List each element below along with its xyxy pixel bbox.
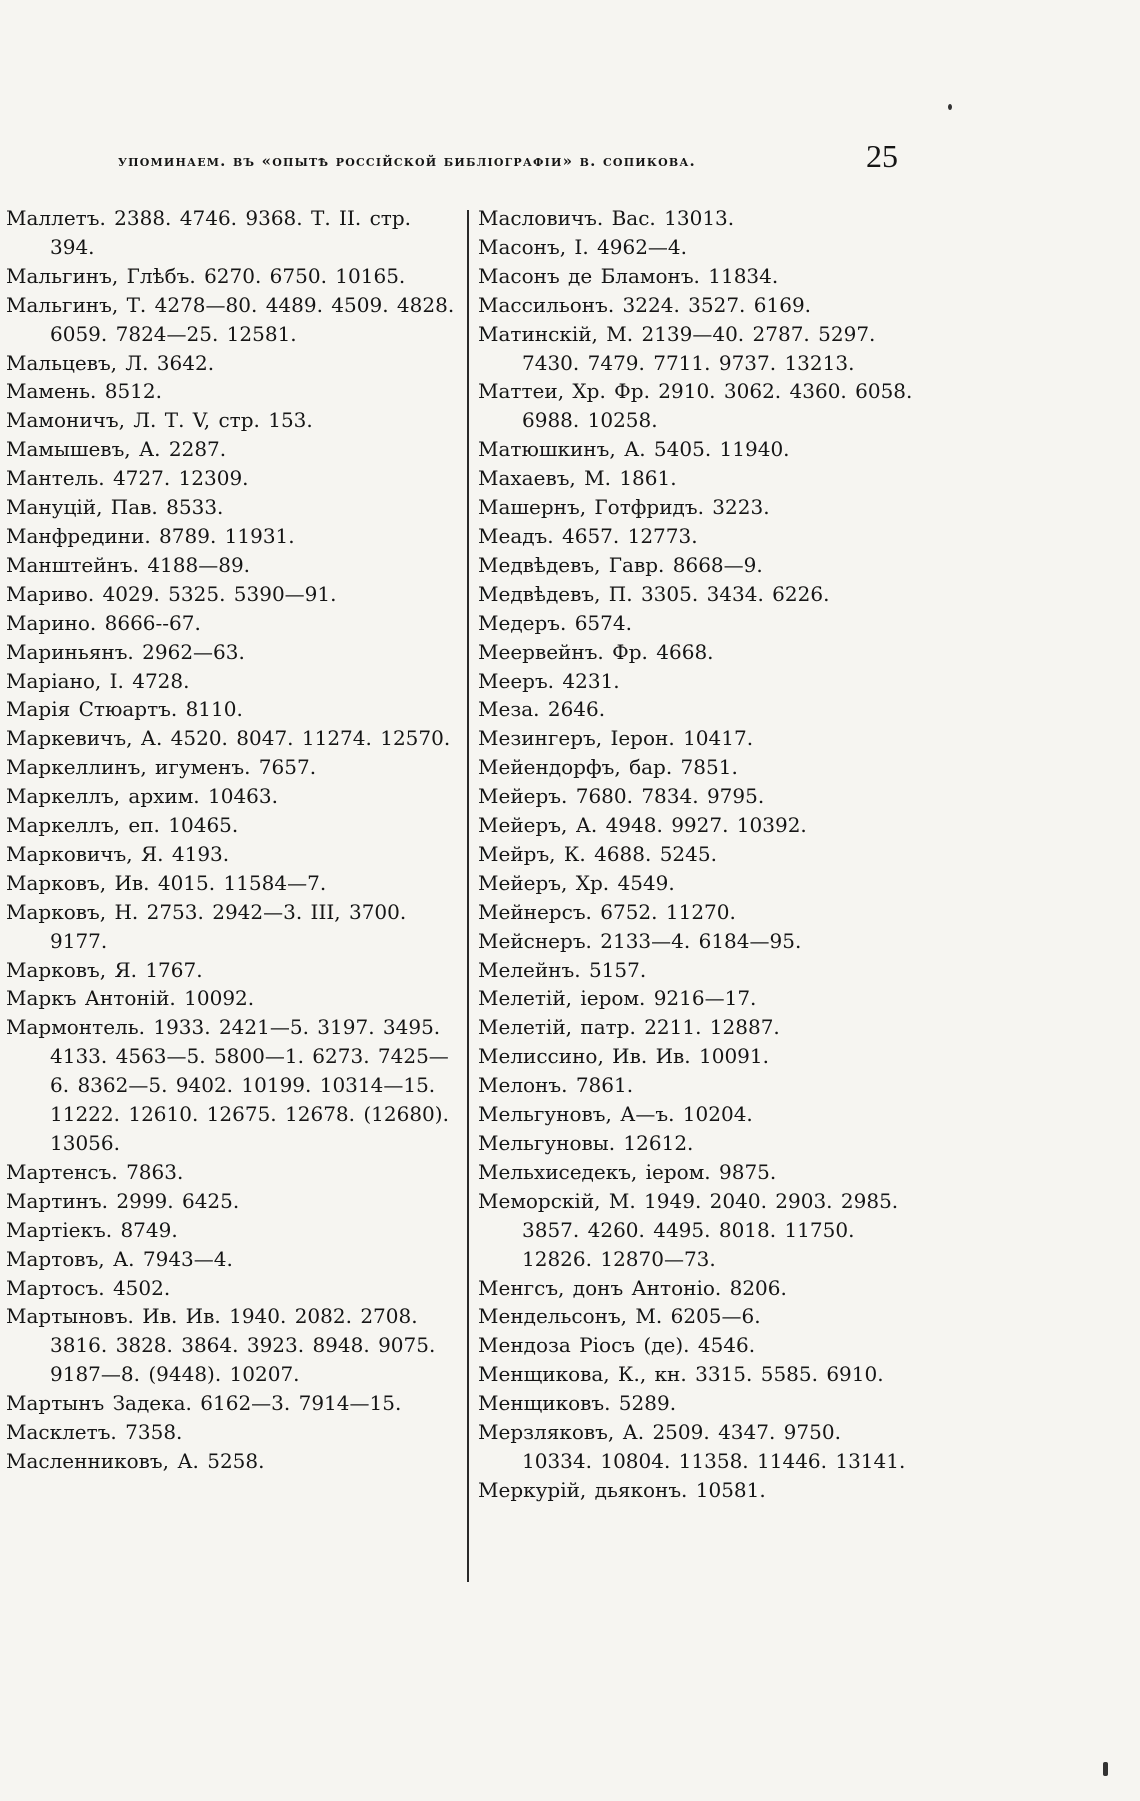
index-entry: Мелейнъ. 5157. bbox=[478, 957, 647, 982]
index-entry: Мелиссино, Ив. Ив. 10091. bbox=[478, 1044, 769, 1069]
page-header bbox=[0, 138, 1140, 178]
index-entry: Масклетъ. 7358. bbox=[6, 1420, 183, 1445]
index-entry: Мендоза Ріосъ (де). 4546. bbox=[478, 1333, 756, 1358]
index-entry: Масонъ, І. 4962—4. bbox=[478, 234, 688, 259]
index-entry: Меервейнъ. Фр. 4668. bbox=[478, 639, 714, 664]
index-entry: Манштейнъ. 4188—89. bbox=[6, 552, 251, 577]
index-entry: Мейръ, К. 4688. 5245. bbox=[478, 841, 717, 866]
running-head: упоминаем. въ «опытѣ россійской библіографіи» в. сопикова. bbox=[118, 152, 696, 170]
index-entry: Мейеръ, Хр. 4549. bbox=[478, 870, 675, 895]
index-entry: Марковичъ, Я. 4193. bbox=[6, 841, 230, 866]
index-entry: Менщикова, К., кн. 3315. 5585. 6910. bbox=[478, 1362, 884, 1387]
index-entry: Мезингеръ, Іерон. 10417. bbox=[478, 726, 754, 751]
index-entry: Менщиковъ. 5289. bbox=[478, 1391, 677, 1416]
index-entry: Манфредини. 8789. 11931. bbox=[6, 523, 295, 548]
index-entry: Мейнерсъ. 6752. 11270. bbox=[478, 899, 736, 924]
index-entry: Медвѣдевъ, Гавр. 8668—9. bbox=[478, 552, 763, 577]
index-entry: Мариво. 4029. 5325. 5390—91. bbox=[6, 581, 337, 606]
index-entry: Медвѣдевъ, П. 3305. 3434. 6226. bbox=[478, 581, 830, 606]
index-entry: Мельгуновъ, А—ъ. 10204. bbox=[478, 1102, 753, 1127]
index-entry: Марковъ, Н. 2753. 2942—3. III, 3700. 9177. bbox=[6, 899, 407, 953]
index-entry: Маркеллъ, еп. 10465. bbox=[6, 813, 239, 838]
index-entry: Марино. 8666--67. bbox=[6, 610, 201, 635]
index-entry: Марія Стюартъ. 8110. bbox=[6, 697, 243, 722]
index-entry: Мамышевъ, А. 2287. bbox=[6, 437, 227, 462]
index-entry: Матюшкинъ, А. 5405. 11940. bbox=[478, 437, 790, 462]
index-entry: Мельгуновы. 12612. bbox=[478, 1131, 694, 1155]
index-entry: Мальцевъ, Л. 3642. bbox=[6, 350, 215, 375]
right-column bbox=[478, 204, 918, 1505]
index-entry: Мерзляковъ, А. 2509. 4347. 9750. 10334. 10804. 11358. 11446. 13141. bbox=[478, 1420, 906, 1473]
index-entry: Мариньянъ. 2962—63. bbox=[6, 639, 245, 664]
print-speck bbox=[948, 104, 952, 110]
index-entry: Мальгинъ, Глѣбъ. 6270. 6750. 10165. bbox=[6, 263, 406, 288]
index-entry: Массильонъ. 3224. 3527. 6169. bbox=[478, 292, 812, 317]
index-entry: Мармонтель. 1933. 2421—5. 3197. 3495. 4133. 4563—5. 5800—1. 6273. 7425—6. 8362—5. 9402. 10199. 10314—15. 11222. 12610. 12675. 12678. (12680). 13056. bbox=[6, 1015, 449, 1155]
index-entry: Мальгинъ, Т. 4278—80. 4489. 4509. 4828. 6059. 7824—25. 12581. bbox=[6, 292, 455, 346]
index-entry: Меркурій, дьяконъ. 10581. bbox=[478, 1477, 766, 1502]
index-entry: Мейснеръ. 2133—4. 6184—95. bbox=[478, 928, 802, 953]
index-entry: Мамоничъ, Л. Т. V, стр. 153. bbox=[6, 408, 313, 433]
index-entry: Мартіекъ. 8749. bbox=[6, 1217, 178, 1242]
index-entry: Мендельсонъ, М. 6205—6. bbox=[478, 1304, 761, 1329]
index-entry: Мелетій, іером. 9216—17. bbox=[478, 986, 757, 1011]
index-entry: Маріано, І. 4728. bbox=[6, 668, 190, 693]
index-entry: Меадъ. 4657. 12773. bbox=[478, 523, 698, 548]
index-entry: Машернъ, Готфридъ. 3223. bbox=[478, 495, 770, 520]
index-entry: Маркевичъ, А. 4520. 8047. 11274. 12570. bbox=[6, 726, 451, 751]
index-entry: Мельхиседекъ, іером. 9875. bbox=[478, 1159, 777, 1184]
index-entry: Мартынъ Задека. 6162—3. 7914—15. bbox=[6, 1391, 402, 1416]
index-entry: Маркеллинъ, игуменъ. 7657. bbox=[6, 755, 317, 780]
index-columns bbox=[0, 204, 1140, 1584]
index-entry: Мееръ. 4231. bbox=[478, 668, 620, 693]
index-entry: Мануцій, Пав. 8533. bbox=[6, 495, 224, 520]
index-entry: Мейеръ, А. 4948. 9927. 10392. bbox=[478, 813, 807, 838]
page-number: 25 bbox=[866, 138, 898, 174]
index-entry: Мелетій, патр. 2211. 12887. bbox=[478, 1015, 780, 1040]
index-entry: Мартыновъ. Ив. Ив. 1940. 2082. 2708. 3816. 3828. 3864. 3923. 8948. 9075. 9187—8. (9448). 10207. bbox=[6, 1304, 436, 1387]
column-divider bbox=[467, 210, 469, 1582]
index-entry: Марковъ, Ив. 4015. 11584—7. bbox=[6, 870, 327, 895]
index-entry: Масленниковъ, А. 5258. bbox=[6, 1448, 265, 1473]
index-entry: Маркъ Антоній. 10092. bbox=[6, 986, 255, 1011]
index-entry: Медеръ. 6574. bbox=[478, 610, 632, 635]
index-entry: Маттеи, Хр. Фр. 2910. 3062. 4360. 6058. 6988. 10258. bbox=[478, 379, 913, 433]
index-entry: Матинскій, М. 2139—40. 2787. 5297. 7430. 7479. 7711. 9737. 13213. bbox=[478, 321, 876, 375]
index-entry: Менгсъ, донъ Антоніо. 8206. bbox=[478, 1275, 787, 1300]
index-entry: Мантель. 4727. 12309. bbox=[6, 466, 249, 491]
index-entry: Мелонъ. 7861. bbox=[478, 1073, 634, 1098]
index-entry: Мартенсъ. 7863. bbox=[6, 1159, 184, 1184]
index-entry: Мартинъ. 2999. 6425. bbox=[6, 1188, 240, 1213]
index-entry: Махаевъ, М. 1861. bbox=[478, 466, 677, 491]
index-entry: Мартовъ, А. 7943—4. bbox=[6, 1246, 233, 1271]
index-entry: Мартосъ. 4502. bbox=[6, 1275, 171, 1300]
index-entry: Масонъ де Бламонъ. 11834. bbox=[478, 263, 779, 288]
index-entry: Маркеллъ, архим. 10463. bbox=[6, 784, 278, 809]
left-column bbox=[6, 204, 458, 1476]
index-entry: Мамень. 8512. bbox=[6, 379, 162, 404]
print-speck bbox=[1103, 1762, 1108, 1776]
index-entry: Мейеръ. 7680. 7834. 9795. bbox=[478, 784, 765, 809]
index-entry: Мейендорфъ, бар. 7851. bbox=[478, 755, 738, 780]
index-entry: Масловичъ. Вас. 13013. bbox=[478, 206, 735, 230]
index-entry: Марковъ, Я. 1767. bbox=[6, 957, 203, 982]
index-entry: Меза. 2646. bbox=[478, 697, 606, 722]
index-entry: Меморскій, М. 1949. 2040. 2903. 2985. 3857. 4260. 4495. 8018. 11750. 12826. 12870—73. bbox=[478, 1188, 899, 1271]
index-entry: Маллетъ. 2388. 4746. 9368. Т. II. стр. 394. bbox=[6, 206, 411, 259]
